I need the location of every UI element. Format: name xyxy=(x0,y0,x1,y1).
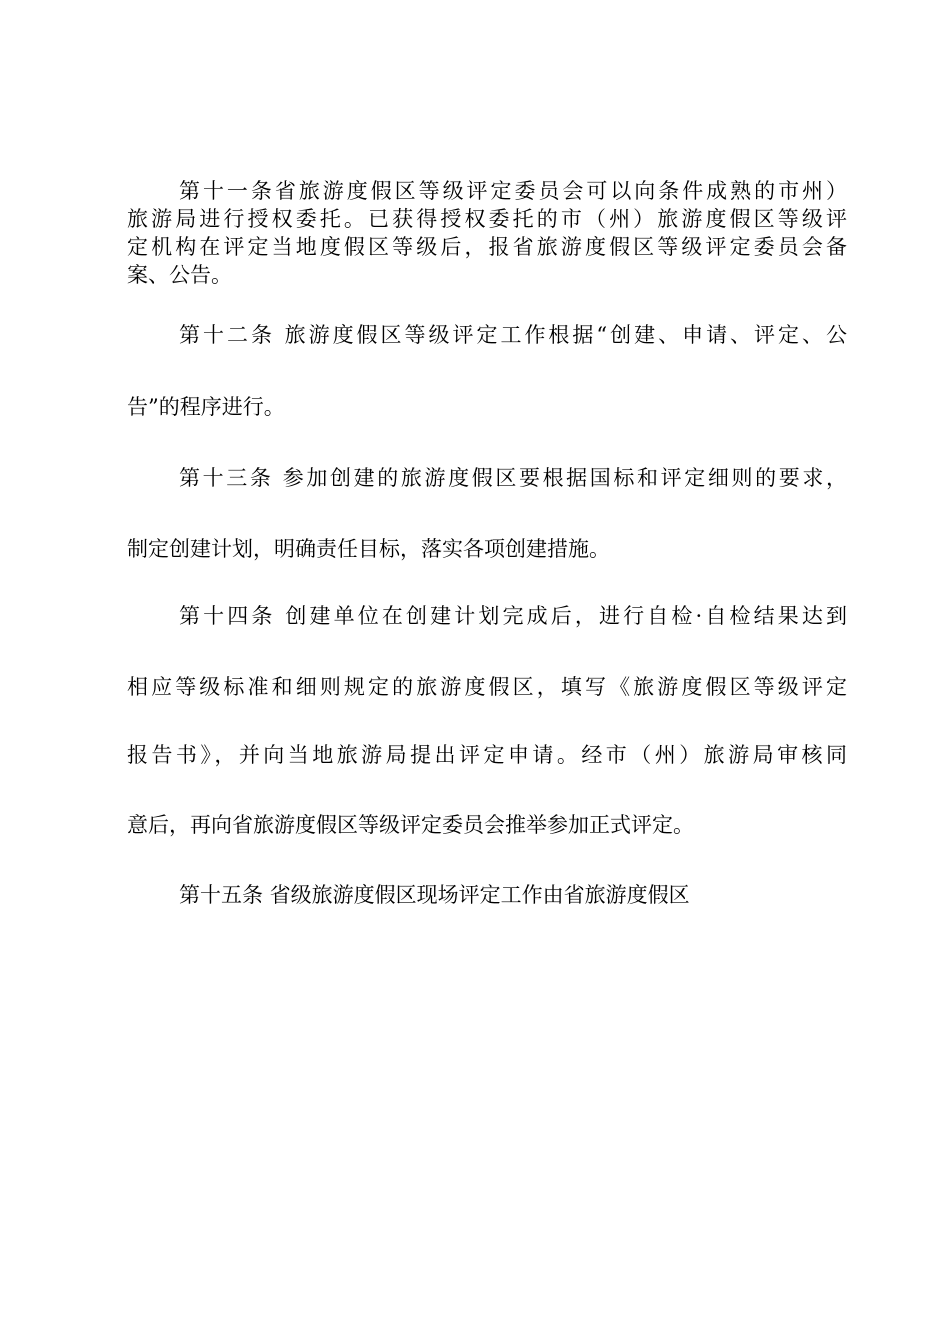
article-12-line-2: 告”的程序进行。 xyxy=(127,395,285,419)
article-14-line-2: 相应等级标准和细则规定的旅游度假区，填写《旅游度假区等级评定 xyxy=(127,675,847,699)
article-15-line-1: 第十五条 省级旅游度假区现场评定工作由省旅游度假区 xyxy=(179,883,690,907)
article-13-line-2: 制定创建计划，明确责任目标，落实各项创建措施。 xyxy=(127,537,610,561)
article-14-line-1: 第十四条 创建单位在创建计划完成后，进行自检·自检结果达到 xyxy=(179,604,847,628)
article-11-line-4: 案、公告。 xyxy=(127,263,232,287)
article-14-line-3: 报告书》，并向当地旅游局提出评定申请。经市（州）旅游局审核同 xyxy=(127,743,847,767)
article-11-line-1: 第十一条省旅游度假区等级评定委员会可以向条件成熟的市州） xyxy=(179,179,847,203)
article-14-line-4: 意后，再向省旅游度假区等级评定委员会推举参加正式评定。 xyxy=(127,813,694,837)
article-11-line-2: 旅游局进行授权委托。已获得授权委托的市（州）旅游度假区等级评 xyxy=(127,207,847,231)
article-12-line-1: 第十二条 旅游度假区等级评定工作根据“创建、申请、评定、公 xyxy=(179,323,847,347)
article-13-line-1: 第十三条 参加创建的旅游度假区要根据国标和评定细则的要求， xyxy=(179,466,847,490)
article-11-line-3: 定机构在评定当地度假区等级后，报省旅游度假区等级评定委员会备 xyxy=(127,235,847,259)
